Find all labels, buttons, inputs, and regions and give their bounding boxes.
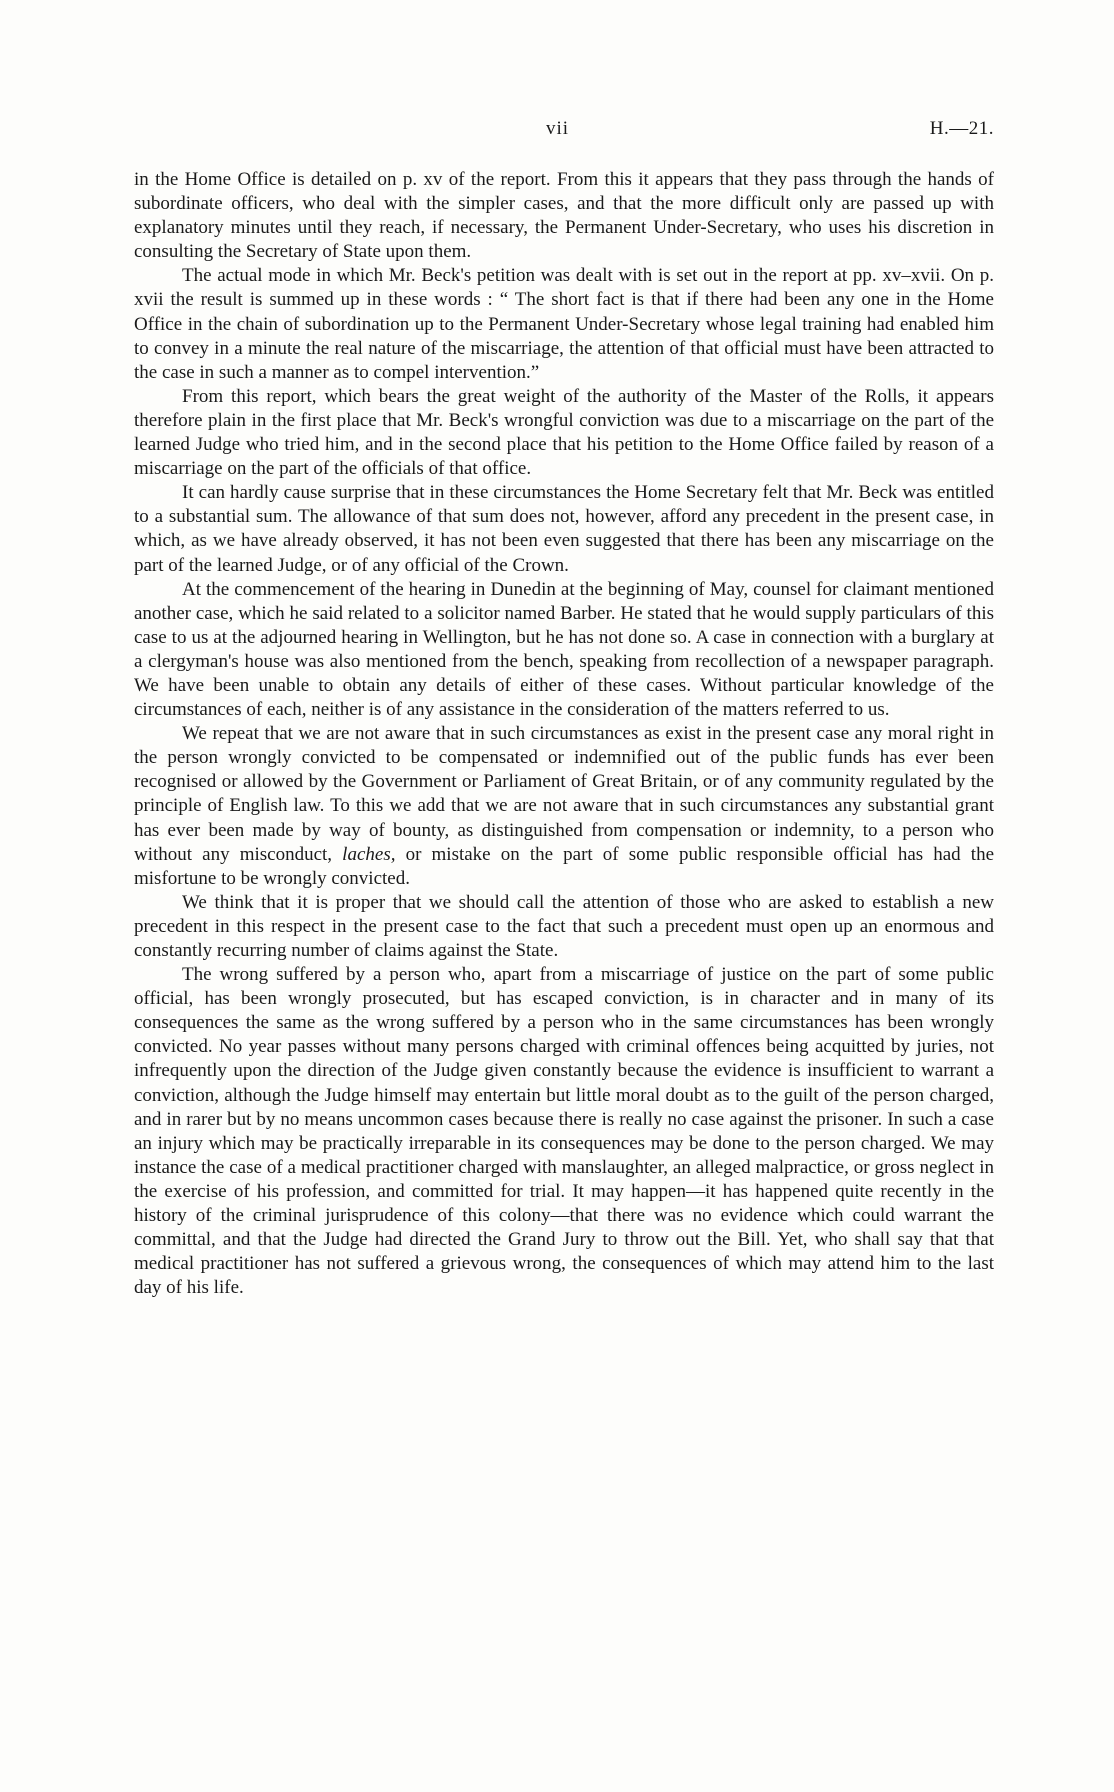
term-laches: laches, [342, 843, 396, 865]
paragraph-moral-right [134, 722, 994, 891]
paragraph-beck-petition: The actual mode in which Mr. Beck's petition was dealt with is set out in the report at pp. xv–xvii. On p. xvii the result is summed up in these words : “ The short fact is that if there had been any one in the Home Office in the chain of subordination up to the Permanent Under-Secretary whose legal training had enabled him to convey in a minute the real nature of the miscarriage, the attention of that official must have been attracted to the case in such a manner as to compel intervention.” [134, 265, 994, 383]
paragraph-dunedin-hearing: At the commencement of the hearing in Dunedin at the beginning of May, counsel for claimant mentioned another case, which he said related to a solicitor named Barber. He stated that he would supply particulars of this case to us at the adjourned hearing in Wellington, but he has not done so. A case in connection with a burglary at a clergyman's house was also mentioned from the bench, speaking from recollection of a newspaper paragraph. We have been unable to obtain any details of either of these cases. Without particular knowledge of the circumstances of each, neither is of any assistance in the consideration of the matters referred to us. [134, 578, 994, 721]
paragraph-wrongly-prosecuted: The wrong suffered by a person who, apart from a miscarriage of justice on the part of some public official, has been wrongly prosecuted, but has escaped conviction, is in character and in many of its consequences the same as the wrong suffered by a person who in the same circumstances has been wrongly convicted. No year passes without many persons charged with criminal offences being acquitted by juries, not infrequently upon the direction of the Judge given constantly because the evidence is insufficient to warrant a conviction, although the Judge himself may entertain but little moral doubt as to the guilt of the person charged, and in rarer but by no means uncommon cases because there is really no case against the prisoner. In such a case an injury which may be practically irreparable in its consequences may be done to the person charged. We may instance the case of a medical practitioner charged with manslaughter, an alleged malpractice, or gross neglect in the exercise of his profession, and committed for trial. It may happen—it has happened quite recently in the history of the criminal jurisprudence of this colony—that there was no evidence which could warrant the committal, and that the Judge had directed the Grand Jury to throw out the Bill. Yet, who shall say that that medical practitioner has not suffered a grievous wrong, the consequences of which may attend him to the last day of his life. [134, 964, 994, 1299]
page-header [134, 118, 994, 144]
paragraph-home-secretary-allowance: It can hardly cause surprise that in these circumstances the Home Secretary felt that Mr. Beck was entitled to a substantial sum. The allowance of that sum does not, however, afford any precedent in the present case, in which, as we have already observed, it has not been even suggested that there has been any miscarriage on the part of the learned Judge, or of any official of the Crown. [134, 482, 994, 576]
paragraph-moral-right-part-2: or mistake on the part of some public responsible official has had the misfortune to be wrongly convicted. [134, 843, 995, 889]
paragraph-master-of-rolls-report: From this report, which bears the great weight of the authority of the Master of the Rolls, it appears therefore plain in the first place that Mr. Beck's wrongful conviction was due to a miscarriage on the part of the learned Judge who tried him, and in the second place that his petition to the Home Office failed by reason of a miscarriage on the part of the officials of that office. [134, 385, 994, 480]
paragraph-home-office-procedure: in the Home Office is detailed on p. xv of the report. From this it appears that they pass through the hands of subordinate officers, who deal with the simpler cases, and that the more difficult only are passed up with explanatory minutes until they reach, if necessary, the Permanent Under-Secretary, who uses his discretion in consulting the Secretary of State upon them. [134, 169, 994, 263]
paragraph-new-precedent: We think that it is proper that we should call the attention of those who are asked to establish a new precedent in this respect in the present case to the fact that such a precedent must open up an enormous and constantly recurring number of claims against the State. [134, 891, 994, 961]
body-text [134, 168, 994, 1300]
document-reference: H.—21. [929, 118, 994, 139]
paragraph-moral-right-part-1: We repeat that we are not aware that in such circumstances as exist in the present case any moral right in the person wrongly convicted to be compensated or indemnified out of the public funds has ever been recognised or allowed by the Government or Parliament of Great Britain, or of any community regulated by the principle of English law. To this we add that we are not aware that in such circumstances any substantial grant has ever been made by way of bounty, as distinguished from compensation or indemnity, to a person who without any misconduct, [134, 723, 994, 865]
page-number: vii [546, 118, 570, 139]
